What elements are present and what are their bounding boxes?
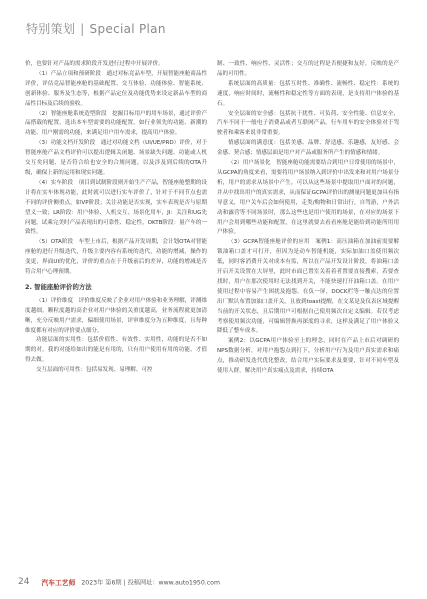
paragraph: （3）功能文档开发阶段 通过对功能文档（UI/UE/PRD）评价，对于智能座舱产品文档评价可以提出逻辑关闭题、场景缺失问题、功能或人机交互矣问题、是否符合给也安全的合规问题，以及涉及到后续的OTA升级，确保上新的运用和现实问题。: [25, 140, 207, 176]
paragraph: （2）智能座舱系统造型阶段 挖掘目标用户的用车场景，通过评价产品搭载的配置，选出本车型需要的功能配置，如行业领先的功能、新潮的功能、用户刚需的功能，来满足用户用车需求，提高用户体验。: [25, 110, 207, 137]
issue-info: 2023年 第6期 | 投稿网址：www.auto1950.com: [81, 579, 220, 587]
paragraph: 制、一致性、响应性、灵活性；交互的过程是否便捷和友好，反映的是产品的可用性。: [217, 61, 399, 77]
paragraph: 情感层面的满意度：包括美感、品牌、舒适感、乐趣感，友好感、会金感、契合感；情感层面是用户对产品或服务所产生的情感和情绪。: [217, 140, 399, 157]
paragraph: （4）实车阶段 项目到试制阶段则开始生产产品，智能座舱整期的设计将在实车体现功能，此时就可以进行实车评价了，针对于不同节点也需不同的评价侧重点，如VP阶段；关注功能是否实现，实车表现是否与原期望义一致；LR阶段：用户体验、人机交互、场景化用车，JI：关注和UG先问题，试乘完美时产品表现出的可靠性、稳定性，OKTB阶段：量产车的一致性。: [25, 179, 207, 236]
paragraph: 系统层面的高质量：包括互时性、准确性、流畅性、稳定性：系统的速度，响应时间时，流畅性和稳定性等方面的表现，是支持用户体验的基石。: [217, 80, 399, 107]
page-number: 24: [18, 577, 30, 587]
paragraph: （3）GCPA智能座舱评价的应用 案例1：高压油箱在加油前需要解锁油箱口盖才可打开，但因为是动车智能机能，实际加油口盖使用频次低，同时客消费开关对成本有监，所以在产品开发设计阶段，将油箱口盖开启开关设置在大屏里，此时市面已置室关着着者置要直接搜索，若要查找时，用户在那次使用时无法找到开关，不能快速打开油箱口盖。在用户使用过程中容易产生困扰及抱怨。在负一屏、DOCK栏等一触点达的位置出厂默认布置加油口盖开关，且放到toast提醒，在文某是及仪表区域提醒当前的开关状态，且后期用户可根据自己使用频次自定义编辑。若仅考虑考察使用频次功能，可编辑替换再深度的寻求，这样及满足了用户体验又降低了整车成本。: [217, 239, 399, 335]
section-heading: 2. 智能座舱评价的方法: [25, 282, 92, 291]
paragraph: 功能层面的实用性：包括价值性、有效性、实用性，功能的是否不如期的对，我的对能给如出的能是有用的，只有用户使用有用的功能，才值得去做。: [25, 337, 207, 364]
paragraph: （1）评价维度 评价维度反映了企业对用户体验和业务理解，评测维度越细，颗粒度越的高企业对用户体验的关重度越高，业务流程就更加清晰，充分反映用户需求，偏细使用场景，评审维度分为五种维度，且每种维度都有对应的评价要点细分。: [25, 297, 207, 334]
page-footer: [18, 577, 418, 589]
paragraph: （1）产品立项和预研阶段 通过对标竞品车型，开展智能座舱商品性评价，评估竞品智能座舱的基础配置、交互体验、功能体验、智能系统、创新体验、服务及生态等，根据产品定位及功能优势来设定新品车型的商品性目标及后续的验收。: [25, 70, 207, 107]
paragraph: 交互层面的可用性：包括易发现、易理解、可控: [36, 367, 153, 374]
page-header: [26, 20, 406, 40]
magazine-brand: 汽车工艺师: [41, 579, 76, 587]
paragraph: （2）用户场景化 智能座舱功能需要结合到用户日常使用的场景中，从GCPA的角度来看，需要将用户场景纳入到评价中出发来和对用户场景分析，用户的需求从场景中产生，可以从这些场景中提取用户面对的问题，并从中找出用户的真实需求，从而保证GCPA评价出的测量问题更加具有指导意义，用户关车后会如何使用，走类/购物和日常出行，自驾游，户外活动和露营等不同场景时，那么这些也是用户使用的场景，在对应的场景下用户会用到哪些功能和配置，在这里就要去看看座舱是能给到功能所用用户体验。: [217, 160, 399, 236]
right-column: [217, 60, 399, 377]
paragraph: 案例2：以GCPA用户体验至上的理念，同时在产品上市后对调研的NPS数据分析，对用户抱怨点到打下，分析用户行为及用户真实需求和痛点，推动研发迭代优化整改，结合用户实际要求及要要，针对不同车型及使用人群，解决用户真实痛点及需求，持续OTA: [217, 338, 399, 375]
left-column: [25, 60, 207, 376]
section-title-zh: 特别策划: [26, 22, 76, 36]
paragraph: 安全层面的安全感：包括抗干扰性、可负荷、安全性能、信息安全，汽车不同于一般电子消费品或者互联网产品，行车用车的安全体验对于驾驶者和乘客来说非常重要。: [217, 110, 399, 137]
paragraph: 价，也要针对产品的需求阶段开发进行过程中开展评价。: [25, 61, 164, 67]
paragraph: （5）OTA阶段 车型上市后，根据产品开发周期，会计划OTA对智能座舱的进行升级迭代，升级主要内容有系统的迭代，功能的增减，操作的变更，界面UI的优化，评价的重点在于升级前后的差异，功能的增减是否符合用户心理预期。: [25, 239, 207, 276]
section-title-en: Special Plan: [89, 22, 166, 36]
header-separator: |: [80, 22, 85, 36]
